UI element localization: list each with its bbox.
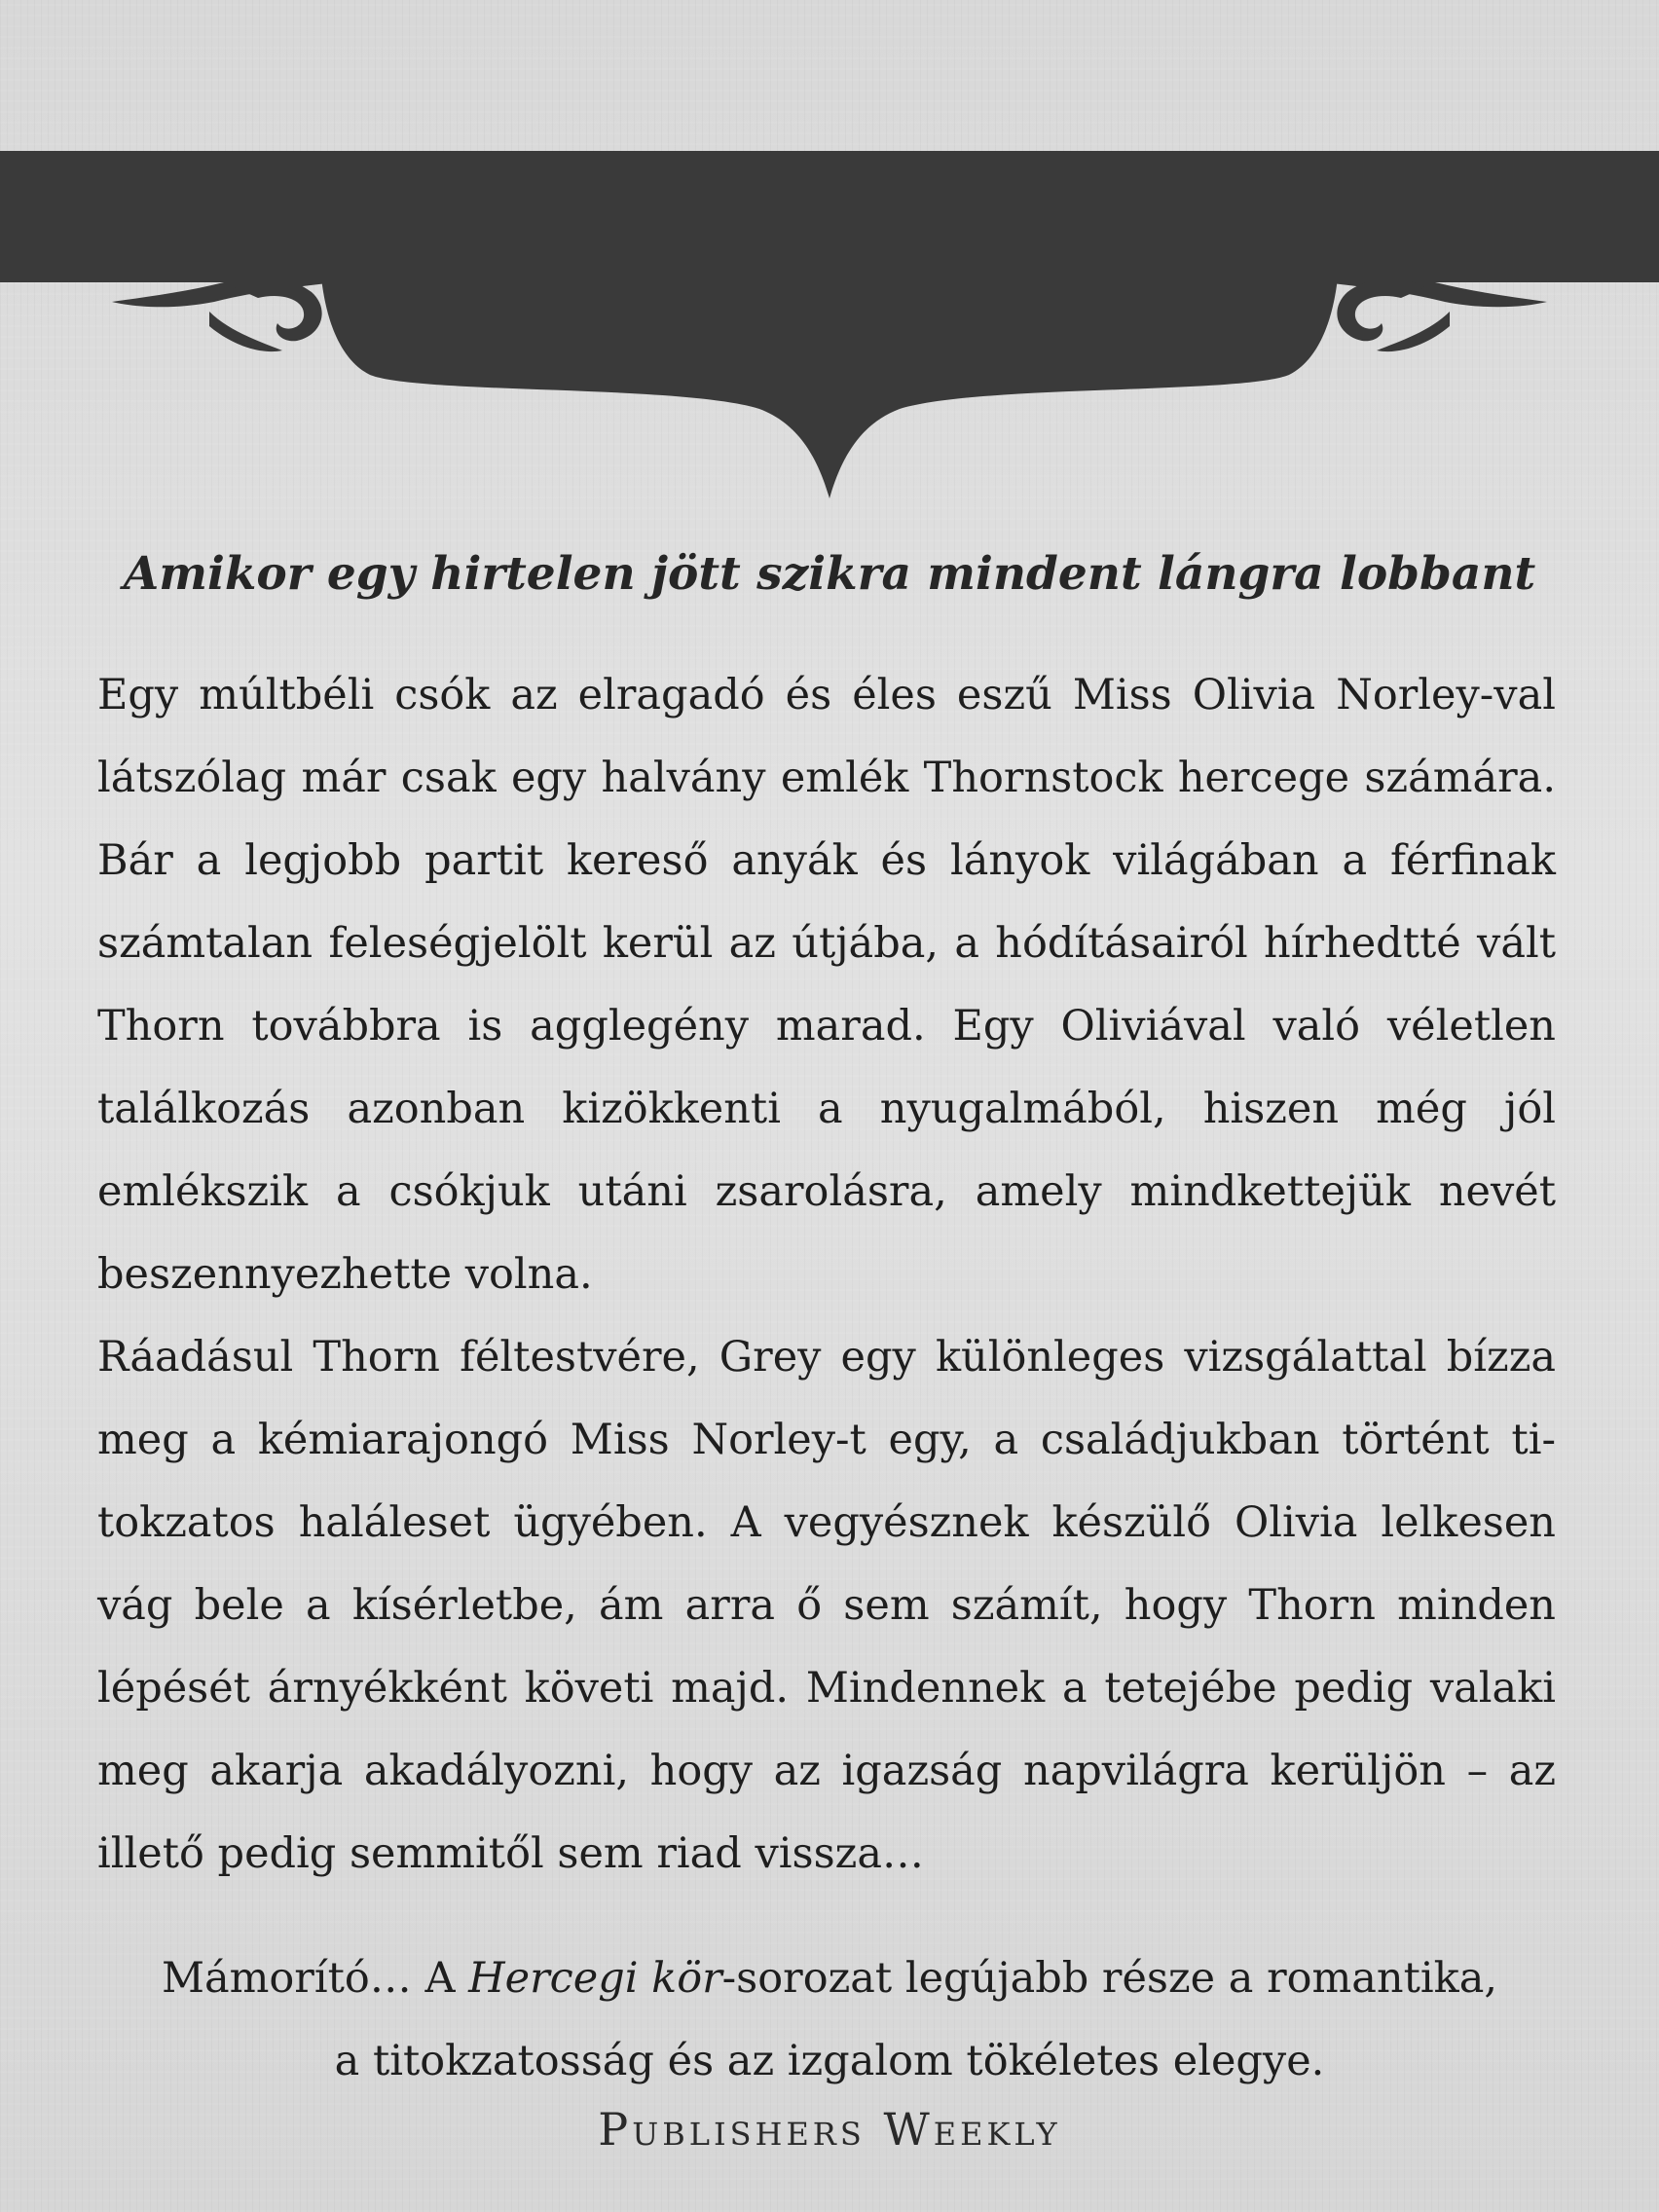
- review-line-2: a titokzatosság és az izgalom tökéletes elegye.: [334, 2037, 1325, 2085]
- blurb-paragraph-2: Ráadásul Thorn féltestvére, Grey egy különleges vizsgálattal bízza meg a kémiarajongó Miss Norley-t egy, a családjukban történt titokzatos haláleset ügyében. A vegyésznek készülő Olivia lelkesen vág bele a kísérletbe, ám arra ő sem számít, hogy Thorn minden lépését árnyékként követi majd. Mindennek a tetejébe pedig valaki meg akarja akadályozni, hogy az igazság napvilágra kerüljön – az illető pedig semmitől sem riad vissza…: [97, 1333, 1556, 1878]
- review-line-1-start: Mámorító… A: [161, 1954, 469, 2003]
- review-line-1-end: -sorozat legújabb része a romantika,: [721, 1954, 1498, 2003]
- review-line-1: [0, 1937, 1659, 2020]
- review-source: Publishers Weekly: [598, 2103, 1061, 2156]
- blurb-text: [97, 654, 1556, 1896]
- tagline: Amikor egy hirtelen jött szikra mindent lángra lobbant: [123, 547, 1536, 601]
- blurb-paragraph-1: Egy múltbéli csók az elragadó és éles eszű Miss Olivia Norley-val látszólag már csak egy halvány emlék Thornstock hercege számára. Bár a legjobb partit kereső anyák és lányok világában a férfinak számtalan feleségjelölt kerül az útjába, a hódításairól hírhedtté vált Thorn továbbra is agglegény marad. Egy Oliviával való véletlen találkozás azonban kizökkenti a nyugalmából, hiszen még jól emlékszik a csókjuk utáni zsarolásra, amely mindkettejük nevét beszennyezhette volna.: [97, 671, 1556, 1299]
- decorative-banner: [0, 0, 1659, 526]
- review-quote: [0, 1937, 1659, 2103]
- ornamental-flourish-icon: [0, 151, 1659, 498]
- series-title: Hercegi kör: [468, 1954, 722, 2003]
